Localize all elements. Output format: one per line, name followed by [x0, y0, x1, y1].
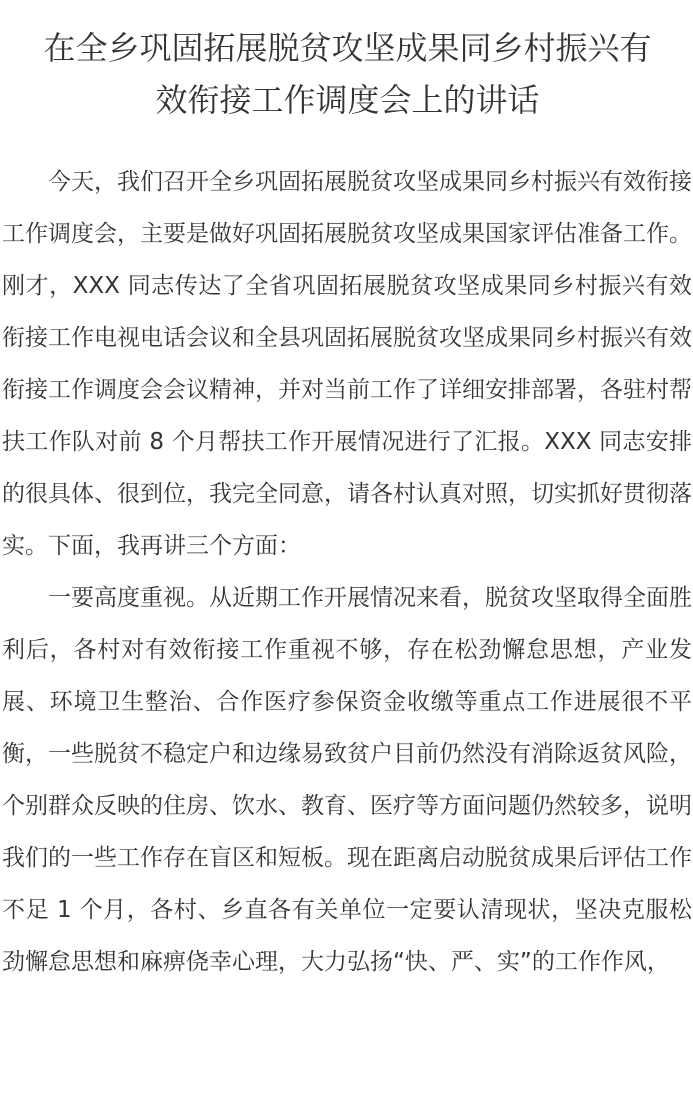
- title-line-1: 在全乡巩固拓展脱贫攻坚成果同乡村振兴有: [43, 29, 652, 67]
- paragraph-2: 一要高度重视。从近期工作开展情况来看，脱贫攻坚取得全面胜利后，各村对有效衔接工作重视不够，存在松劲懈怠思想，产业发展、环境卫生整治、合作医疗参保资金收缴等重点工作进展很不平衡，一些脱贫不稳定户和边缘易致贫户目前仍然没有消除返贫风险，个别群众反映的住房、饮水、教育、医疗等方面问题仍然较多，说明我们的一些工作存在盲区和短板。现在距离启动脱贫成果后评估工作不足 1 个月，各村、乡直各有关单位一定要认清现状，坚决克服松劲懈怠思想和麻痹侥幸心理，大力弘扬“快、严、实”的工作作风，: [2, 585, 692, 975]
- document-body: [2, 156, 693, 988]
- paragraph-1: 今天，我们召开全乡巩固拓展脱贫攻坚成果同乡村振兴有效衔接工作调度会，主要是做好巩固拓展脱贫攻坚成果国家评估准备工作。刚才，XXX 同志传达了全省巩固拓展脱贫攻坚成果同乡村振兴有效衔接工作电视电话会议和全县巩固拓展脱贫攻坚成果同乡村振兴有效衔接工作调度会会议精神，并对当前工作了详细安排部署，各驻村帮扶工作队对前 8 个月帮扶工作开展情况进行了汇报。XXX 同志安排的很具体、很到位，我完全同意，请各村认真对照，切实抓好贯彻落实。下面，我再讲三个方面：: [2, 169, 692, 559]
- title-line-2: 效衔接工作调度会上的讲话: [155, 81, 540, 119]
- document-title: [2, 22, 693, 126]
